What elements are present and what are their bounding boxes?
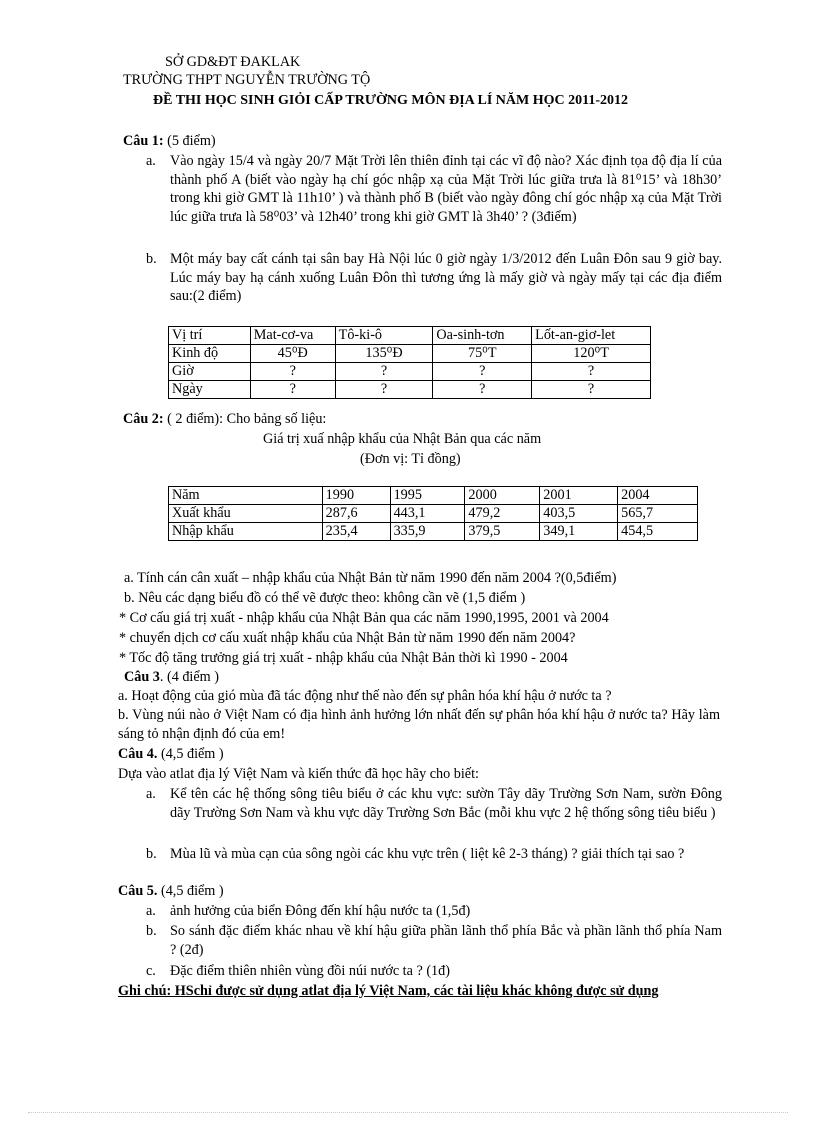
table-cell: ? [532, 363, 651, 381]
q1-a-marker: a. [146, 153, 156, 169]
table-cell: ? [433, 381, 532, 399]
table-row [169, 381, 651, 399]
trade-table [168, 486, 698, 541]
q5-a-marker: a. [146, 903, 156, 919]
table-cell: Oa-sinh-tơn [433, 327, 532, 345]
table-cell: 349,1 [540, 523, 618, 541]
table-cell: 2001 [540, 487, 618, 505]
table-row [169, 363, 651, 381]
table-cell: Lốt-an-giơ-let [532, 327, 651, 345]
table-cell: Nhập khẩu [169, 523, 323, 541]
table-cell: 1995 [390, 487, 465, 505]
q2-bullet-1: * Cơ cấu giá trị xuất - nhập khẩu của Nhật Bản qua các năm 1990,1995, 2001 và 2004 [119, 610, 609, 626]
question-4-points: (4,5 điểm ) [157, 746, 224, 762]
question-4-label: Câu 4. [118, 746, 158, 762]
table-cell: 287,6 [322, 505, 390, 523]
question-1-heading [123, 132, 216, 151]
question-3-points: . (4 điểm ) [159, 669, 219, 685]
table-cell: 379,5 [465, 523, 540, 541]
table-cell: Giờ [169, 363, 251, 381]
q2-bullet-3: * Tốc độ tăng trưởng giá trị xuất - nhập khẩu của Nhật Bản thời kì 1990 - 2004 [119, 650, 568, 666]
table-cell: 135⁰Đ [335, 345, 433, 363]
question-2-label: Câu 2: [123, 411, 164, 427]
q1-b-text: Một máy bay cất cánh tại sân bay Hà Nội lúc 0 giờ ngày 1/3/2012 đến Luân Đôn sau 9 giờ bay. Lúc máy bay hạ cánh xuống Luân Đôn thì tương ứng là mấy giờ và ngày mấy tại các địa điểm sau:(2 điểm) [170, 251, 722, 304]
q5-c-marker: c. [146, 963, 156, 979]
question-1-points: (5 điểm) [163, 133, 216, 149]
table-cell: ? [433, 363, 532, 381]
q4-b-marker: b. [146, 846, 157, 862]
q5-b-marker: b. [146, 923, 157, 939]
table-cell: Năm [169, 487, 323, 505]
table-cell: Vị trí [169, 327, 251, 345]
q4-intro: Dựa vào atlat địa lý Việt Nam và kiến thức đã học hãy cho biết: [118, 766, 479, 782]
question-2-points: ( 2 điểm): Cho bảng số liệu: [163, 411, 327, 427]
table-cell: 2000 [465, 487, 540, 505]
question-5-points: (4,5 điểm ) [157, 883, 224, 899]
table-cell: Ngày [169, 381, 251, 399]
question-4-heading [118, 745, 224, 764]
table-cell: 75⁰T [433, 345, 532, 363]
table-row [169, 345, 651, 363]
table-cell: Xuất khẩu [169, 505, 323, 523]
table-cell: ? [250, 381, 335, 399]
table-cell: ? [250, 363, 335, 381]
question-1-label: Câu 1: [123, 133, 164, 149]
q5-a-text: ảnh hưởng của biển Đông đến khí hậu nước ta (1,5đ) [170, 903, 471, 919]
table-cell: 443,1 [390, 505, 465, 523]
table-cell: 2004 [618, 487, 698, 505]
q4-a-text: Kể tên các hệ thống sông tiêu biểu ở các khu vực: sườn Tây dãy Trường Sơn Nam, sườn Đông dãy Trường Sơn Nam và khu vực dãy Trường Sơn Bắc (mỗi khu vực 2 hệ thống sông tiêu biểu ) [170, 786, 722, 821]
q3-b-text: b. Vùng núi nào ở Việt Nam có địa hình ảnh hưởng lớn nhất đến sự phân hóa khí hậu ở nước ta? Hãy làm sáng tỏ nhận định đó của em! [118, 707, 720, 742]
question-3-heading [124, 668, 219, 687]
question-3-label: Câu 3 [124, 669, 160, 685]
table-cell: 235,4 [322, 523, 390, 541]
exam-title: ĐỀ THI HỌC SINH GIỎI CẤP TRƯỜNG MÔN ĐỊA LÍ NĂM HỌC 2011-2012 [153, 93, 629, 108]
table-unit: (Đơn vị: Tỉ đồng) [360, 451, 461, 467]
q1-b-marker: b. [146, 251, 157, 267]
q1-a-text: Vào ngày 15/4 và ngày 20/7 Mặt Trời lên thiên đỉnh tại các vĩ độ nào? Xác định tọa độ địa lí của thành phố A (biết vào ngày hạ chí góc nhập xạ của Mặt Trời lúc giữa trưa là 81⁰15’ và 18h30’ trong khi giờ GMT là 11h10’ ) và thành phố B (biết vào ngày đông chí góc nhập xạ của Mặt Trời lúc giữa trưa là 58⁰03’ và 12h40’ trong khi giờ GMT là 3h40’ ? (3điểm) [170, 153, 722, 225]
table-cell: 335,9 [390, 523, 465, 541]
q2-line-a: a. Tính cán cân xuất – nhập khẩu của Nhật Bản từ năm 1990 đến năm 2004 ?(0,5điểm) [124, 570, 617, 586]
q4-a-marker: a. [146, 786, 156, 802]
longitude-time-table [168, 326, 651, 399]
table-cell: 454,5 [618, 523, 698, 541]
q2-bullet-2: * chuyển dịch cơ cấu xuất nhập khẩu của Nhật Bản từ năm 1990 đến năm 2004? [119, 630, 576, 646]
q3-a-text: a. Hoạt động của gió mùa đã tác động như thế nào đến sự phân hóa khí hậu ở nước ta ? [118, 688, 612, 704]
table-cell: Kinh độ [169, 345, 251, 363]
table-cell: 479,2 [465, 505, 540, 523]
table-cell: ? [532, 381, 651, 399]
table-cell: ? [335, 363, 433, 381]
q4-b-text: Mùa lũ và mùa cạn của sông ngòi các khu vực trên ( liệt kê 2-3 tháng) ? giải thích tại sao ? [170, 846, 685, 862]
q5-b-text: So sánh đặc điểm khác nhau về khí hậu giữa phần lãnh thổ phía Bắc và phần lãnh thổ phía Nam ? (2đ) [170, 923, 722, 958]
page-bottom-divider [28, 1112, 788, 1113]
question-2-heading [123, 410, 326, 429]
q5-c-text: Đặc điểm thiên nhiên vùng đồi núi nước ta ? (1đ) [170, 963, 450, 979]
table-cell: ? [335, 381, 433, 399]
table-cell: 45⁰Đ [250, 345, 335, 363]
question-5-heading [118, 882, 224, 901]
table-row [169, 505, 698, 523]
table-header-row [169, 487, 698, 505]
table-cell: 120⁰T [532, 345, 651, 363]
table-cell: 403,5 [540, 505, 618, 523]
q2-line-b: b. Nêu các dạng biểu đồ có thể vẽ được theo: không cần vẽ (1,5 điểm ) [124, 590, 526, 606]
table-cell: Tô-ki-ô [335, 327, 433, 345]
exam-note: Ghi chú: HSchỉ được sử dụng atlat địa lý Việt Nam, các tài liệu khác không được sử dụng [118, 983, 659, 999]
table-row [169, 523, 698, 541]
table-title: Giá trị xuấ nhập khẩu của Nhật Bản qua các năm [263, 431, 542, 447]
table-cell: 1990 [322, 487, 390, 505]
table-header-row [169, 327, 651, 345]
question-5-label: Câu 5. [118, 883, 158, 899]
table-cell: 565,7 [618, 505, 698, 523]
department-name: SỞ GD&ĐT ĐAKLAK [165, 54, 301, 70]
school-name: TRƯỜNG THPT NGUYỄN TRƯỜNG TỘ [123, 72, 371, 88]
table-cell: Mat-cơ-va [250, 327, 335, 345]
